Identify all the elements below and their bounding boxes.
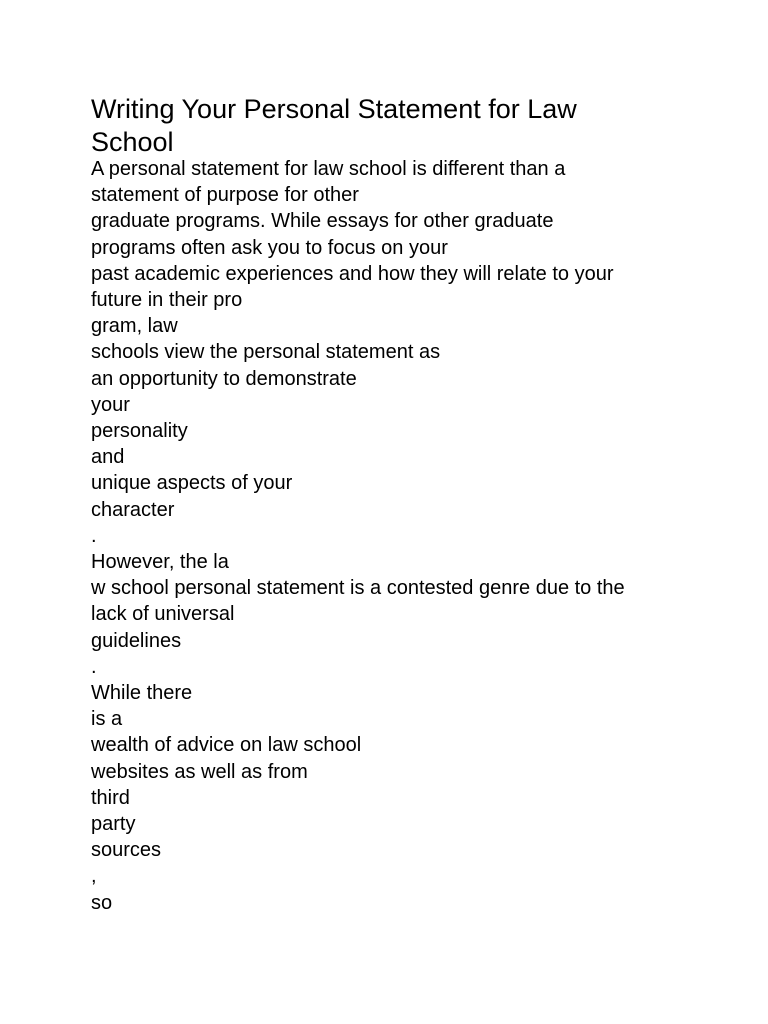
body-line: A personal statement for law school is different than a	[91, 158, 566, 180]
body-line: schools view the personal statement as	[91, 341, 441, 364]
body-line: lack of universal	[91, 603, 235, 626]
body-line: ,	[91, 865, 97, 888]
document-title	[91, 93, 741, 159]
body-line: future in their pro	[91, 289, 243, 312]
body-line: graduate programs. While essays for other graduate	[91, 210, 554, 233]
body-line: party	[91, 813, 136, 836]
body-line: While there	[91, 682, 193, 705]
body-line: programs often ask you to focus on your	[91, 236, 448, 259]
body-line: However, the la	[91, 551, 229, 574]
body-line: is a	[91, 708, 123, 731]
title-line: School	[91, 127, 174, 157]
body-line: .	[91, 655, 97, 678]
body-line: statement of purpose for other	[91, 184, 359, 207]
body-line: unique aspects of your	[91, 472, 293, 495]
body-line: .	[91, 524, 97, 547]
title-line: Writing Your Personal Statement for Law	[91, 94, 577, 124]
body-line: sources	[91, 839, 162, 862]
document-page	[91, 93, 741, 916]
body-line: past academic experiences and how they will relate to your	[91, 262, 614, 285]
body-line: personality	[91, 420, 188, 443]
body-line: an opportunity to demonstrate	[91, 367, 357, 390]
body-line: so	[91, 891, 113, 914]
body-line: gram, law	[91, 315, 178, 338]
body-line: and	[91, 446, 125, 469]
body-line: websites as well as from	[91, 760, 308, 783]
body-line: third	[91, 786, 130, 809]
body-line: guidelines	[91, 629, 182, 652]
body-line: wealth of advice on law school	[91, 734, 362, 757]
body-line: your	[91, 393, 130, 416]
body-line: w school personal statement is a contested genre due to the	[91, 577, 625, 600]
body-line: character	[91, 498, 175, 521]
document-body	[91, 156, 741, 916]
